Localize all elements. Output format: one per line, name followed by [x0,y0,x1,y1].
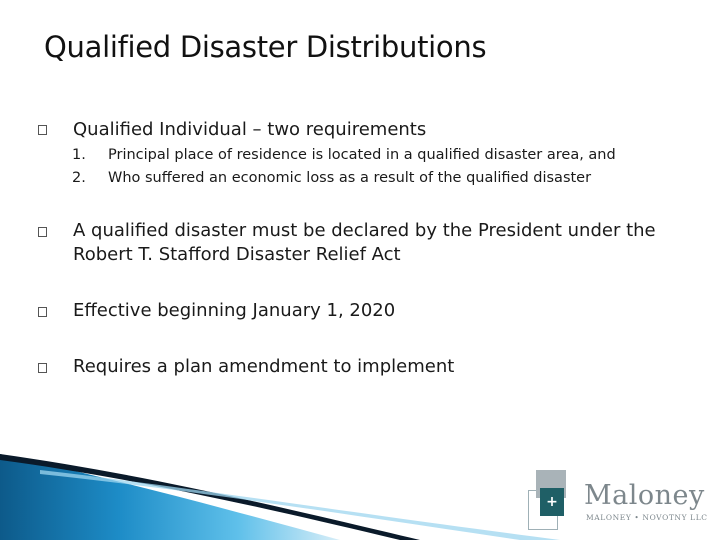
bullet-text: A qualified disaster must be declared by the President under the Robert T. Stafford Disaster Relief Act [73,220,656,265]
bullet-text: Effective beginning January 1, 2020 [73,300,396,321]
subitem-number: 1. [72,147,86,163]
square-bullet-icon [38,307,47,317]
square-bullet-icon [38,363,47,373]
square-bullet-icon [38,125,47,135]
subitem-text: Principal place of residence is located in a qualified disaster area, and [108,147,616,163]
subitem-text: Who suffered an economic loss as a result of the qualified disaster [108,170,592,186]
bullet-text: Requires a plan amendment to implement [73,356,455,377]
bullet-text: Qualified Individual – two requirements [73,119,427,140]
square-bullet-icon [38,227,47,237]
logo-sub-brand-text: MALONEY • NOVOTNY LLC [586,513,708,522]
logo-brand-text: Maloney [584,480,705,511]
slide-title: Qualified Disaster Distributions [44,30,487,64]
company-logo [526,468,716,536]
subitem-number: 2. [72,170,86,186]
logo-plus-square: + [540,488,564,516]
decorative-swoosh [0,440,560,540]
